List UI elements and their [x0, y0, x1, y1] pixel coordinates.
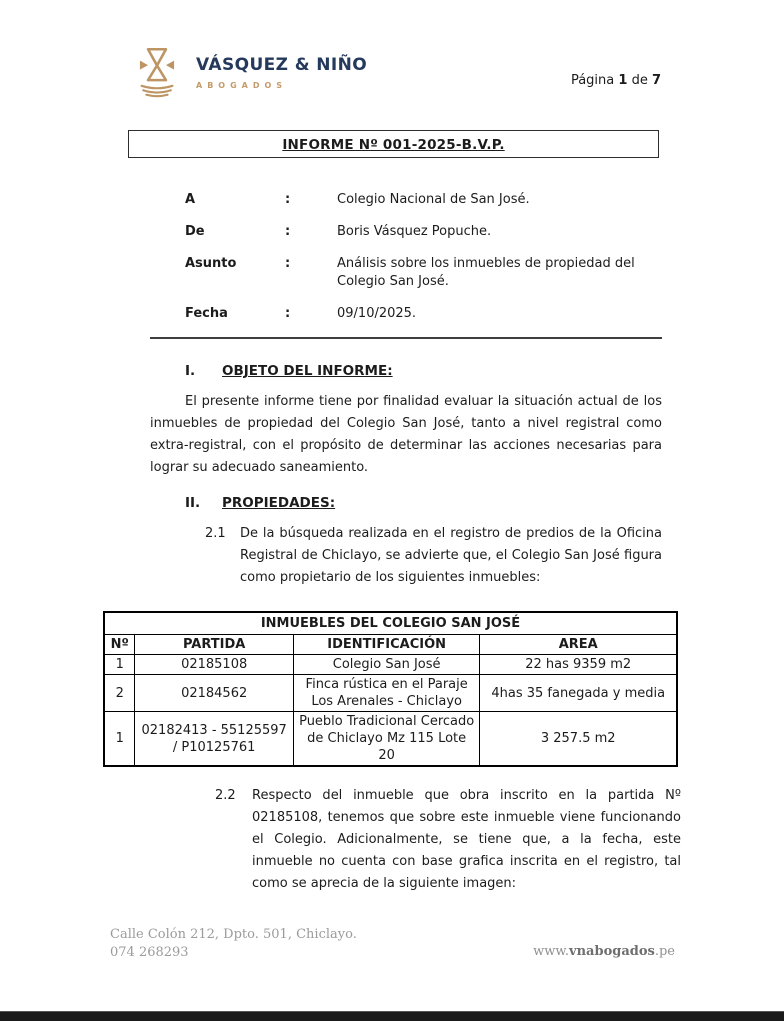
firm-logo-text [196, 55, 367, 90]
meta-label: De [185, 224, 205, 239]
cell-num: 1 [104, 655, 135, 675]
firm-subtitle: ABOGADOS [196, 80, 288, 90]
table-row [104, 675, 677, 712]
item-2-2 [215, 785, 784, 895]
table-row [104, 655, 677, 675]
item-text: De la búsqueda realizada en el registro de predios de la Oficina Registral de Chiclayo, se advierte que, el Colegio San José figura como propietario de los siguientes inmuebles: [240, 526, 662, 585]
meta-value: Análisis sobre los inmuebles de propiedad del Colegio San José. [337, 256, 635, 289]
footer-website [533, 944, 675, 959]
properties-table [103, 611, 678, 767]
cell-partida: 02185108 [135, 655, 293, 675]
section-1-heading [185, 363, 784, 379]
cell-area: 4has 35 fanegada y media [480, 675, 677, 712]
memo-header [185, 191, 784, 323]
item-number: 2.1 [205, 526, 226, 541]
meta-label: Fecha [185, 306, 228, 321]
website-name: vnabogados [569, 944, 655, 959]
meta-label: A [185, 192, 196, 207]
footer-phone: 074 268293 [110, 945, 189, 960]
table-row [104, 712, 677, 767]
bottom-bar [0, 1011, 784, 1021]
column-header-partida: PARTIDA [135, 635, 293, 655]
cell-partida: 02182413 - 55125597 / P10125761 [135, 712, 293, 767]
website-suffix: .pe [654, 944, 675, 959]
firm-logo-icon [131, 44, 183, 100]
meta-separator: : [285, 224, 291, 239]
document-title: INFORME Nº 001-2025-B.V.P. [282, 137, 505, 153]
table-title-row [104, 612, 677, 635]
header-divider [150, 337, 662, 339]
cell-num: 1 [104, 712, 135, 767]
meta-row-date [185, 305, 784, 323]
section-number: I. [185, 363, 196, 379]
meta-separator: : [285, 256, 291, 271]
section-number: II. [185, 495, 201, 511]
item-2-1 [205, 523, 784, 589]
section-1-paragraph: El presente informe tiene por finalidad evaluar la situación actual de los inmuebles de propiedad del Colegio San José, tanto a nivel registral como extra-registral, con el propósito de determinar las acciones necesarias para lograr su adecuado saneamiento. [150, 394, 662, 475]
meta-value: 09/10/2025. [337, 306, 417, 321]
firm-name: VÁSQUEZ & NIÑO [196, 54, 368, 75]
cell-num: 2 [104, 675, 135, 712]
meta-row-to [185, 191, 784, 209]
firm-logo [131, 44, 367, 100]
cell-identificacion: Colegio San José [293, 655, 480, 675]
page-number [571, 73, 661, 88]
cell-partida: 02184562 [135, 675, 293, 712]
meta-row-subject [185, 255, 784, 291]
column-header-num: Nº [104, 635, 135, 655]
item-number: 2.2 [215, 788, 236, 803]
footer-address: Calle Colón 212, Dpto. 501, Chiclayo. [110, 927, 357, 942]
meta-separator: : [285, 192, 291, 207]
meta-value: Boris Vásquez Popuche. [337, 224, 492, 239]
meta-separator: : [285, 306, 291, 321]
meta-row-from [185, 223, 784, 241]
cell-identificacion: Finca rústica en el Paraje Los Arenales - Chiclayo [293, 675, 480, 712]
section-title: OBJETO DEL INFORME: [222, 363, 393, 379]
section-title: PROPIEDADES: [222, 495, 336, 511]
column-header-area: AREA [480, 635, 677, 655]
meta-value: Colegio Nacional de San José. [337, 192, 530, 207]
document-title-box [128, 130, 659, 158]
page-number-current: 1 [618, 73, 628, 88]
cell-identificacion: Pueblo Tradicional Cercado de Chiclayo Mz 115 Lote 20 [293, 712, 480, 767]
website-prefix: www. [533, 944, 570, 959]
item-text: Respecto del inmueble que obra inscrito en la partida Nº 02185108, tenemos que sobre este inmueble viene funcionando el Colegio. Adicionalmente, se tiene que, a la fecha, este inmueble no cuenta con base grafica inscrita en el registro, tal como se aprecia de la siguiente imagen: [252, 788, 681, 891]
footer-contact [110, 926, 357, 962]
meta-label: Asunto [185, 256, 237, 271]
page-number-total: 7 [651, 73, 661, 88]
cell-area: 22 has 9359 m2 [480, 655, 677, 675]
cell-area: 3 257.5 m2 [480, 712, 677, 767]
table-title: INMUEBLES DEL COLEGIO SAN JOSÉ [104, 612, 677, 635]
section-2-heading [185, 495, 784, 511]
column-header-identificacion: IDENTIFICACIÓN [293, 635, 480, 655]
table-header-row [104, 635, 677, 655]
page-number-of: de [631, 73, 648, 88]
page-number-prefix: Página [570, 73, 615, 88]
document-body [0, 183, 784, 895]
